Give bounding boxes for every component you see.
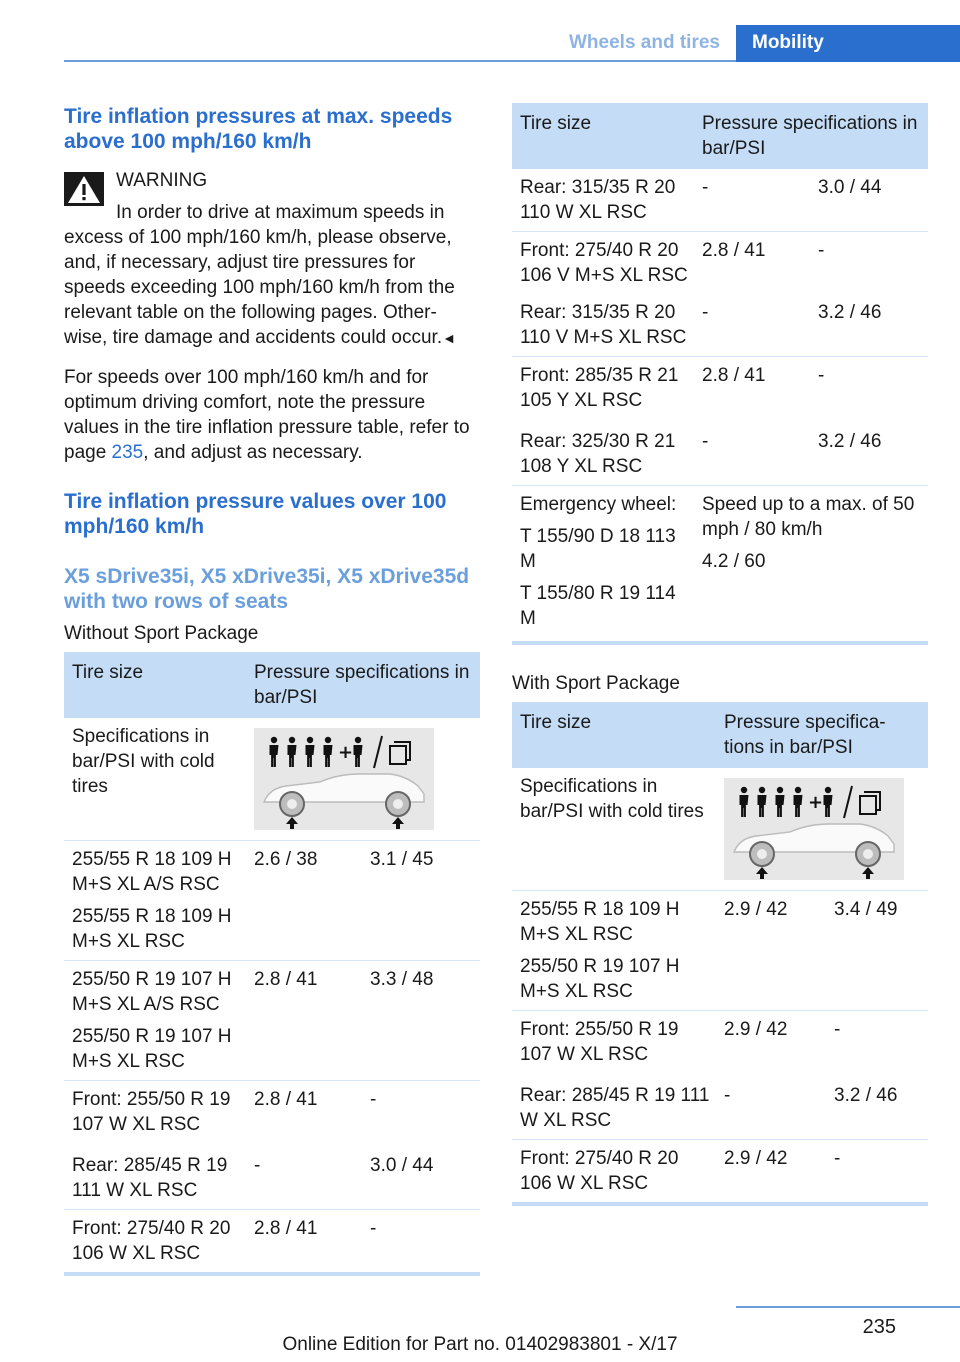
table-row [64, 1210, 480, 1275]
table-row [512, 891, 928, 1011]
tire-size: 255/50 R 19 107 H M+S XL RSC [520, 956, 680, 1002]
page-number: 235 [862, 1316, 896, 1338]
col-tire-size: Tire size [512, 702, 716, 768]
load-figure-cell [246, 718, 480, 841]
tire-size: Rear: 325/30 R 21 108 Y XL RSC [512, 423, 694, 486]
warning-title: WARNING [116, 170, 208, 191]
table-row [64, 841, 480, 961]
pressure-normal: 2.8 / 41 [254, 1089, 318, 1110]
pressure-table-continued [512, 103, 928, 645]
table-row [64, 961, 480, 1081]
load-figure-icon [724, 778, 904, 880]
spec-label: Specifications in bar/PSI with cold tires [64, 718, 246, 841]
pressure-loaded: - [370, 1089, 377, 1110]
col-pressure: Pressure specifications in bar/PSI [694, 103, 928, 169]
emergency-label: Emergency wheel: [520, 494, 677, 515]
tire-size: T 155/80 R 19 114 M [520, 583, 676, 629]
table-row [64, 1081, 480, 1148]
load-figure-cell [716, 768, 928, 891]
pressure-normal: 2.8 / 41 [246, 1210, 362, 1275]
header-chapter-tab: Mobility [736, 25, 960, 62]
left-column [64, 104, 480, 1276]
tire-size: 255/50 R 19 107 H M+S XL RSC [72, 1026, 232, 1072]
tire-size: Front: 275/40 R 20 106 W XL RSC [64, 1210, 246, 1275]
pressure-normal: - [694, 294, 810, 357]
heading-models: X5 sDrive35i, X5 xDrive35i, X5 xDrive35d with two rows of seats [64, 565, 470, 613]
right-column [512, 103, 928, 1206]
table-row [512, 169, 928, 232]
tire-size: Rear: 315/35 R 20 110 V M+S XL RSC [512, 294, 694, 357]
tire-size: Rear: 285/45 R 19 111 W XL RSC [64, 1147, 246, 1210]
tire-size-cell [64, 961, 246, 1081]
subhead-without-sport: Without Sport Package [64, 623, 259, 644]
page-link[interactable]: 235 [111, 442, 144, 463]
pressure-table-with-sport [512, 702, 928, 1206]
pressure-normal: - [694, 423, 810, 486]
speed-paragraph [64, 365, 480, 465]
tire-size-cell [512, 891, 716, 1011]
pressure-loaded: - [834, 1019, 841, 1040]
footer-rule [736, 1306, 960, 1308]
page-header [64, 25, 960, 62]
spec-row [64, 718, 480, 841]
table-row [512, 232, 928, 295]
table-header-row [64, 652, 480, 718]
pressure-normal: 2.8 / 41 [702, 240, 766, 261]
tire-size: Front: 255/50 R 19 107 W XL RSC [520, 1019, 679, 1065]
end-marker: ◄ [442, 330, 456, 346]
pressure-normal: 2.6 / 38 [246, 841, 362, 961]
col-tire-size: Tire size [64, 652, 246, 718]
pressure-loaded: - [826, 1140, 928, 1205]
tire-size: Front: 275/40 R 20 106 V M+S XL RSC [520, 240, 688, 286]
col-pressure: Pressure specifica-tions in bar/PSI [716, 702, 928, 768]
pressure-normal: - [716, 1077, 826, 1140]
pressure-loaded: 3.1 / 45 [362, 841, 480, 961]
table-row [512, 357, 928, 424]
pressure-loaded: - [818, 240, 825, 261]
table-row [512, 1140, 928, 1205]
emergency-pressure-cell [694, 486, 928, 644]
warning-body: In order to drive at maximum speeds in excess of 100 mph/160 km/h, please observe, and, if necessary, adjust tire pressures for speeds exceeding 100 mph/160 km/h from the relevant table on the following pages. Other-wise, tire damage and accidents could occur. [64, 202, 455, 348]
tire-size: 255/55 R 18 109 H M+S XL RSC [72, 906, 232, 952]
tire-size: Front: 285/35 R 21 105 Y XL RSC [520, 365, 679, 411]
pressure-loaded: 3.2 / 46 [826, 1077, 928, 1140]
table-row [512, 294, 928, 357]
pressure-loaded: - [818, 365, 825, 386]
pressure-normal: - [246, 1147, 362, 1210]
header-section-title: Wheels and tires [569, 32, 720, 53]
pressure-normal: 2.9 / 42 [716, 891, 826, 1011]
emergency-pressure: 4.2 / 60 [702, 551, 766, 572]
spec-label: Specifications in bar/PSI with cold tires [512, 768, 716, 891]
subhead-with-sport: With Sport Package [512, 673, 680, 694]
heading-max-speed: Tire inflation pressures at max. speeds above 100 mph/160 km/h [64, 105, 453, 153]
pressure-table-without-sport [64, 652, 480, 1276]
pressure-normal: 2.8 / 41 [702, 365, 766, 386]
warning-text [64, 200, 480, 351]
edition-line: Online Edition for Part no. 01402983801 - X/17 [282, 1334, 678, 1355]
pressure-normal: 2.9 / 42 [716, 1140, 826, 1205]
table-row [512, 1077, 928, 1140]
pressure-loaded: 3.4 / 49 [826, 891, 928, 1011]
pressure-loaded: 3.2 / 46 [810, 423, 928, 486]
pressure-loaded: 3.0 / 44 [362, 1147, 480, 1210]
pressure-normal: 2.8 / 41 [246, 961, 362, 1081]
tire-size: T 155/90 D 18 113 M [520, 526, 676, 572]
pressure-normal: 2.9 / 42 [724, 1019, 788, 1040]
warning-block [64, 168, 480, 351]
tire-size: 255/55 R 18 109 H M+S XL RSC [520, 899, 680, 945]
tire-size: 255/55 R 18 109 H M+S XL A/S RSC [72, 849, 232, 895]
warning-triangle-icon [64, 172, 104, 206]
col-tire-size: Tire size [512, 103, 694, 169]
tire-size: Front: 275/40 R 20 106 W XL RSC [512, 1140, 716, 1205]
speed-paragraph-prefix: For speeds over 100 mph/160 km/h and for optimum driving comfort, note the pressure values in the tire inflation pressure table, refer to page [64, 367, 470, 463]
emergency-speed: Speed up to a max. of 50 mph / 80 km/h [702, 494, 915, 540]
table-row [512, 423, 928, 486]
spec-row [512, 768, 928, 891]
speed-paragraph-suffix: , and adjust as necessary. [143, 442, 363, 463]
pressure-loaded: - [362, 1210, 480, 1275]
tire-size: Front: 255/50 R 19 107 W XL RSC [72, 1089, 231, 1135]
pressure-loaded: 3.2 / 46 [810, 294, 928, 357]
emergency-size-cell [512, 486, 694, 644]
emergency-wheel-row [512, 486, 928, 644]
table-row [64, 1147, 480, 1210]
pressure-loaded: 3.0 / 44 [810, 169, 928, 232]
tire-size: 255/50 R 19 107 H M+S XL A/S RSC [72, 969, 232, 1015]
table-row [512, 1011, 928, 1078]
table-header-row [512, 702, 928, 768]
heading-pressure-values: Tire inflation pressure values over 100 mph/160 km/h [64, 490, 447, 538]
pressure-normal: - [694, 169, 810, 232]
load-figure-icon [254, 728, 434, 830]
tire-size: Rear: 285/45 R 19 111 W XL RSC [512, 1077, 716, 1140]
col-pressure: Pressure specifications in bar/PSI [246, 652, 480, 718]
pressure-loaded: 3.3 / 48 [362, 961, 480, 1081]
tire-size-cell [64, 841, 246, 961]
tire-size: Rear: 315/35 R 20 110 W XL RSC [512, 169, 694, 232]
table-header-row [512, 103, 928, 169]
